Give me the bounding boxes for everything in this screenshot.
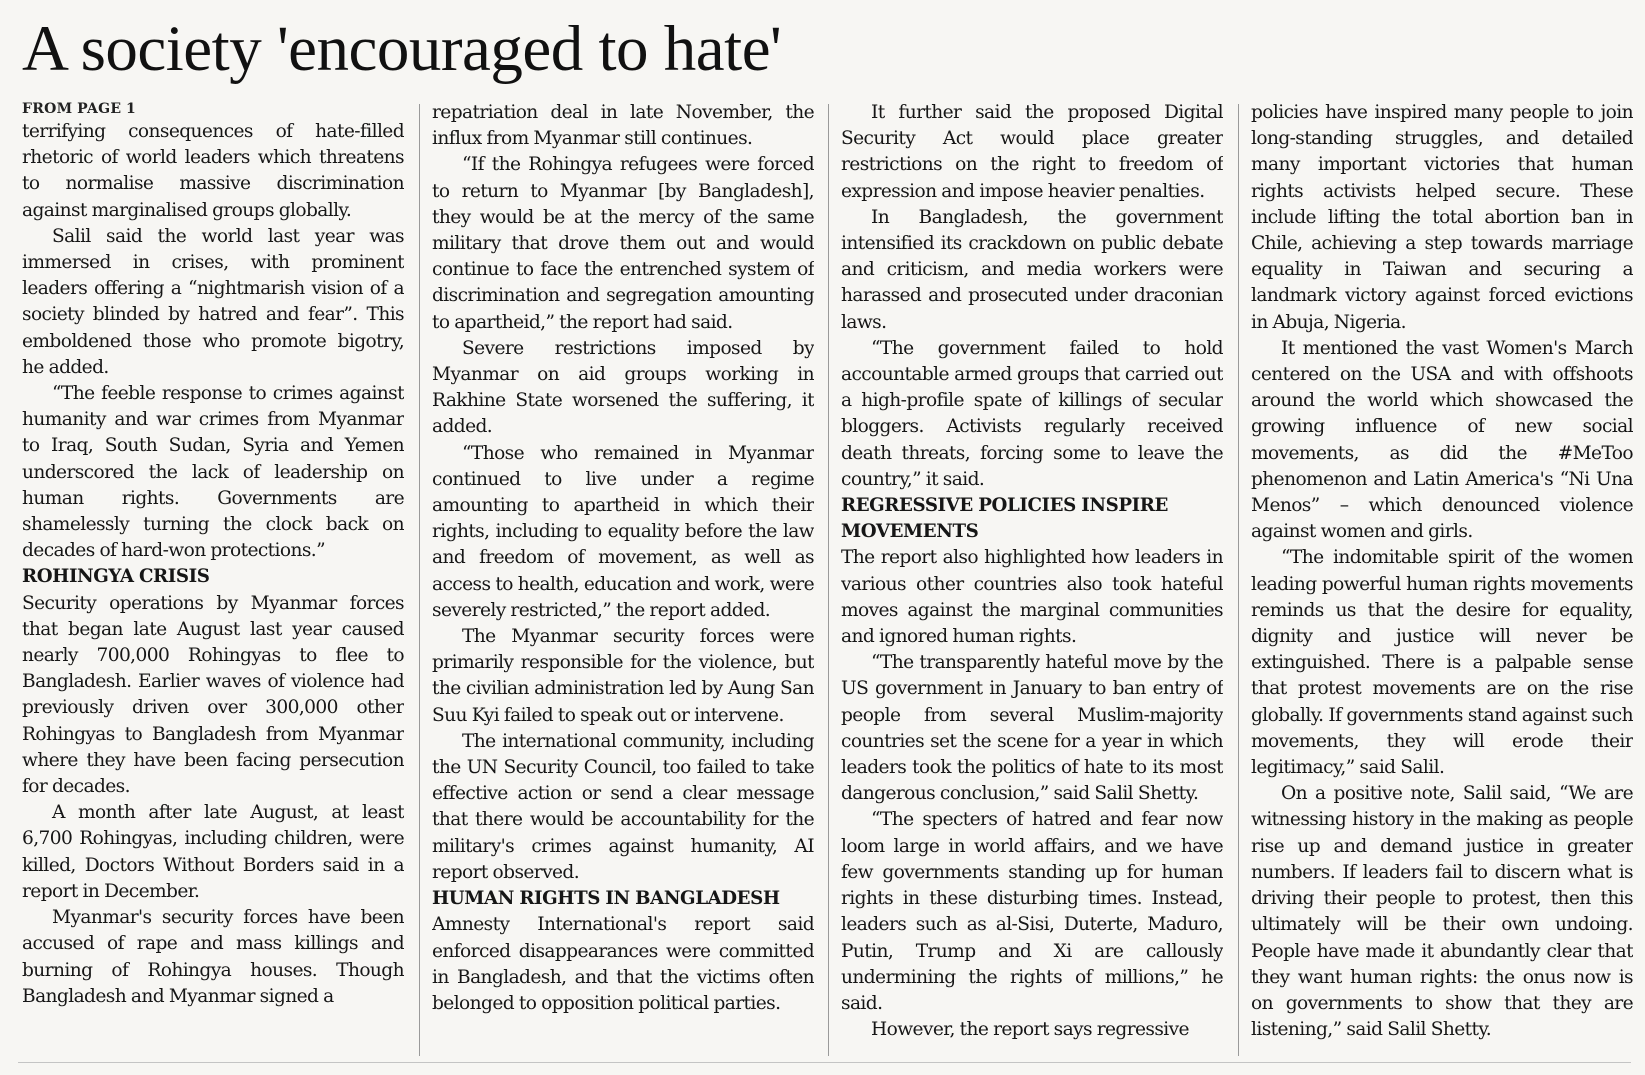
column-divider (419, 104, 420, 1056)
paragraph: Salil said the world last year was immersed in crises, with prominent leaders offering a “nightmarish vision of a society blinded by hatred and fear”. This emboldened those who promote bigotry, he added. (22, 225, 404, 378)
paragraph: In Bangladesh, the government intensified its crackdown on public debate and criticism, and media workers were harassed and prosecuted under draconian laws. (841, 206, 1223, 333)
paragraph: A month after late August, at least 6,700 Rohingyas, including children, were killed, Doctors Without Borders said in a report in December. (22, 802, 404, 902)
dateline: FROM PAGE 1 (22, 101, 137, 117)
paragraph: repatriation deal in late November, the influx from Myanmar still continues. (432, 102, 814, 150)
column-divider (1238, 104, 1239, 1056)
article-column-1 (22, 100, 404, 1058)
paragraph: It further said the proposed Digital Security Act would place greater restrictions on the right to freedom of expression and impose heavier penalties. (841, 102, 1223, 202)
article-column-2 (432, 100, 814, 1058)
paragraph: Myanmar's security forces have been accused of rape and mass killings and burning of Rohingya houses. Though Bangladesh and Myanmar signed a (22, 907, 404, 1007)
paragraph: However, the report says regressive (871, 1019, 1189, 1041)
subhead-rohingya-crisis: ROHINGYA CRISIS (22, 566, 210, 588)
paragraph: terrifying consequences of hate-filled rhetoric of world leaders which threatens to normalise massive discrimination against marginalised groups globally. (22, 121, 404, 221)
column-divider (828, 104, 829, 1056)
paragraph: “The indomitable spirit of the women leading powerful human rights movements reminds us that the desire for equality, dignity and justice will never be extinguished. There is a palpable sense that protest movements are on the rise globally. If governments stand against such movements, they will erode their legitimacy,” said Salil. (1251, 547, 1633, 779)
paragraph: Security operations by Myanmar forces that began late August last year caused nearly 700,000 Rohingyas to flee to Bangladesh. Earlier waves of violence had previously driven over 300,000 other Rohingyas to Bangladesh from Myanmar where they have been facing persecution for decades. (22, 592, 404, 798)
article-column-4 (1251, 100, 1633, 1058)
paragraph: Amnesty International's report said enforced disappearances were committed in Bangladesh, and that the victims often belonged to opposition political parties. (432, 914, 814, 1014)
paragraph: It mentioned the vast Women's March centered on the USA and with offshoots around the world which showcased the growing influence of new social movements, as did the #MeToo phenomenon and Latin America's “Ni Una Menos” – which denounced violence against women and girls. (1251, 337, 1633, 543)
paragraph: The Myanmar security forces were primarily responsible for the violence, but the civilian administration led by Aung San Suu Kyi failed to speak out or intervene. (432, 626, 814, 726)
headline: A society 'encouraged to hate' (22, 13, 782, 85)
paragraph: The report also highlighted how leaders in various other countries also took hateful moves against the marginal communities and ignored human rights. (841, 547, 1223, 648)
paragraph: “Those who remained in Myanmar continued to live under a regime amounting to apartheid in which their rights, including to equality before the law and freedom of movement, as well as access to health, education and work, were severely restricted,” the report added. (432, 442, 814, 621)
paragraph: “If the Rohingya refugees were forced to return to Myanmar [by Bangladesh], they would be at the mercy of the same military that drove them out and would continue to face the entrenched system of discrimination and segregation amounting to apartheid,” the report had said. (432, 154, 814, 333)
paragraph: policies have inspired many people to join long-standing struggles, and detailed many important victories that human rights activists helped secure. These include lifting the total abortion ban in Chile, achieving a step towards marriage equality in Taiwan and securing a landmark victory against forced evictions in Abuja, Nigeria. (1251, 102, 1633, 333)
paragraph: The international community, including the UN Security Council, too failed to take effective action or send a clear message that there would be accountability for the military's crimes against humanity, AI report observed. (432, 730, 814, 883)
paragraph: “The transparently hateful move by the US government in January to ban entry of people from several Muslim-majority countries set the scene for a year in which leaders took the politics of hate to its most dangerous conclusion,” said Salil Shetty. (841, 652, 1223, 805)
subhead-human-rights-in-bangladesh: HUMAN RIGHTS IN BANGLADESH (432, 888, 780, 910)
article-column-3 (841, 100, 1223, 1058)
paragraph: On a positive note, Salil said, “We are witnessing history in the making as people rise up and demand justice in greater numbers. If leaders fail to discern what is driving their people to protest, then this ultimately will be their own undoing. People have made it abundantly clear that they want human rights: the onus now is on governments to show that they are listening,” said Salil Shetty. (1251, 783, 1633, 1041)
paragraph: “The government failed to hold accountable armed groups that carried out a high-profile spate of killings of secular bloggers. Activists regularly received death threats, forcing some to leave the country,” it said. (841, 337, 1223, 490)
bottom-border (18, 1062, 1631, 1063)
paragraph: “The specters of hatred and fear now loom large in world affairs, and we have few governments standing up for human rights in these disturbing times. Instead, leaders such as al-Sisi, Duterte, Maduro, Putin, Trump and Xi are callously undermining the rights of millions,” he said. (841, 809, 1223, 1014)
paragraph: Severe restrictions imposed by Myanmar on aid groups working in Rakhine State worsened the suffering, it added. (432, 337, 814, 438)
subhead-regressive-policies: REGRESSIVE POLICIES INSPIRE MOVEMENTS (841, 495, 1168, 543)
paragraph: “The feeble response to crimes against humanity and war crimes from Myanmar to Iraq, South Sudan, Syria and Yemen underscored the lack of leadership on human rights. Governments are shamelessly turning the clock back on decades of hard-won protections.” (22, 383, 404, 562)
